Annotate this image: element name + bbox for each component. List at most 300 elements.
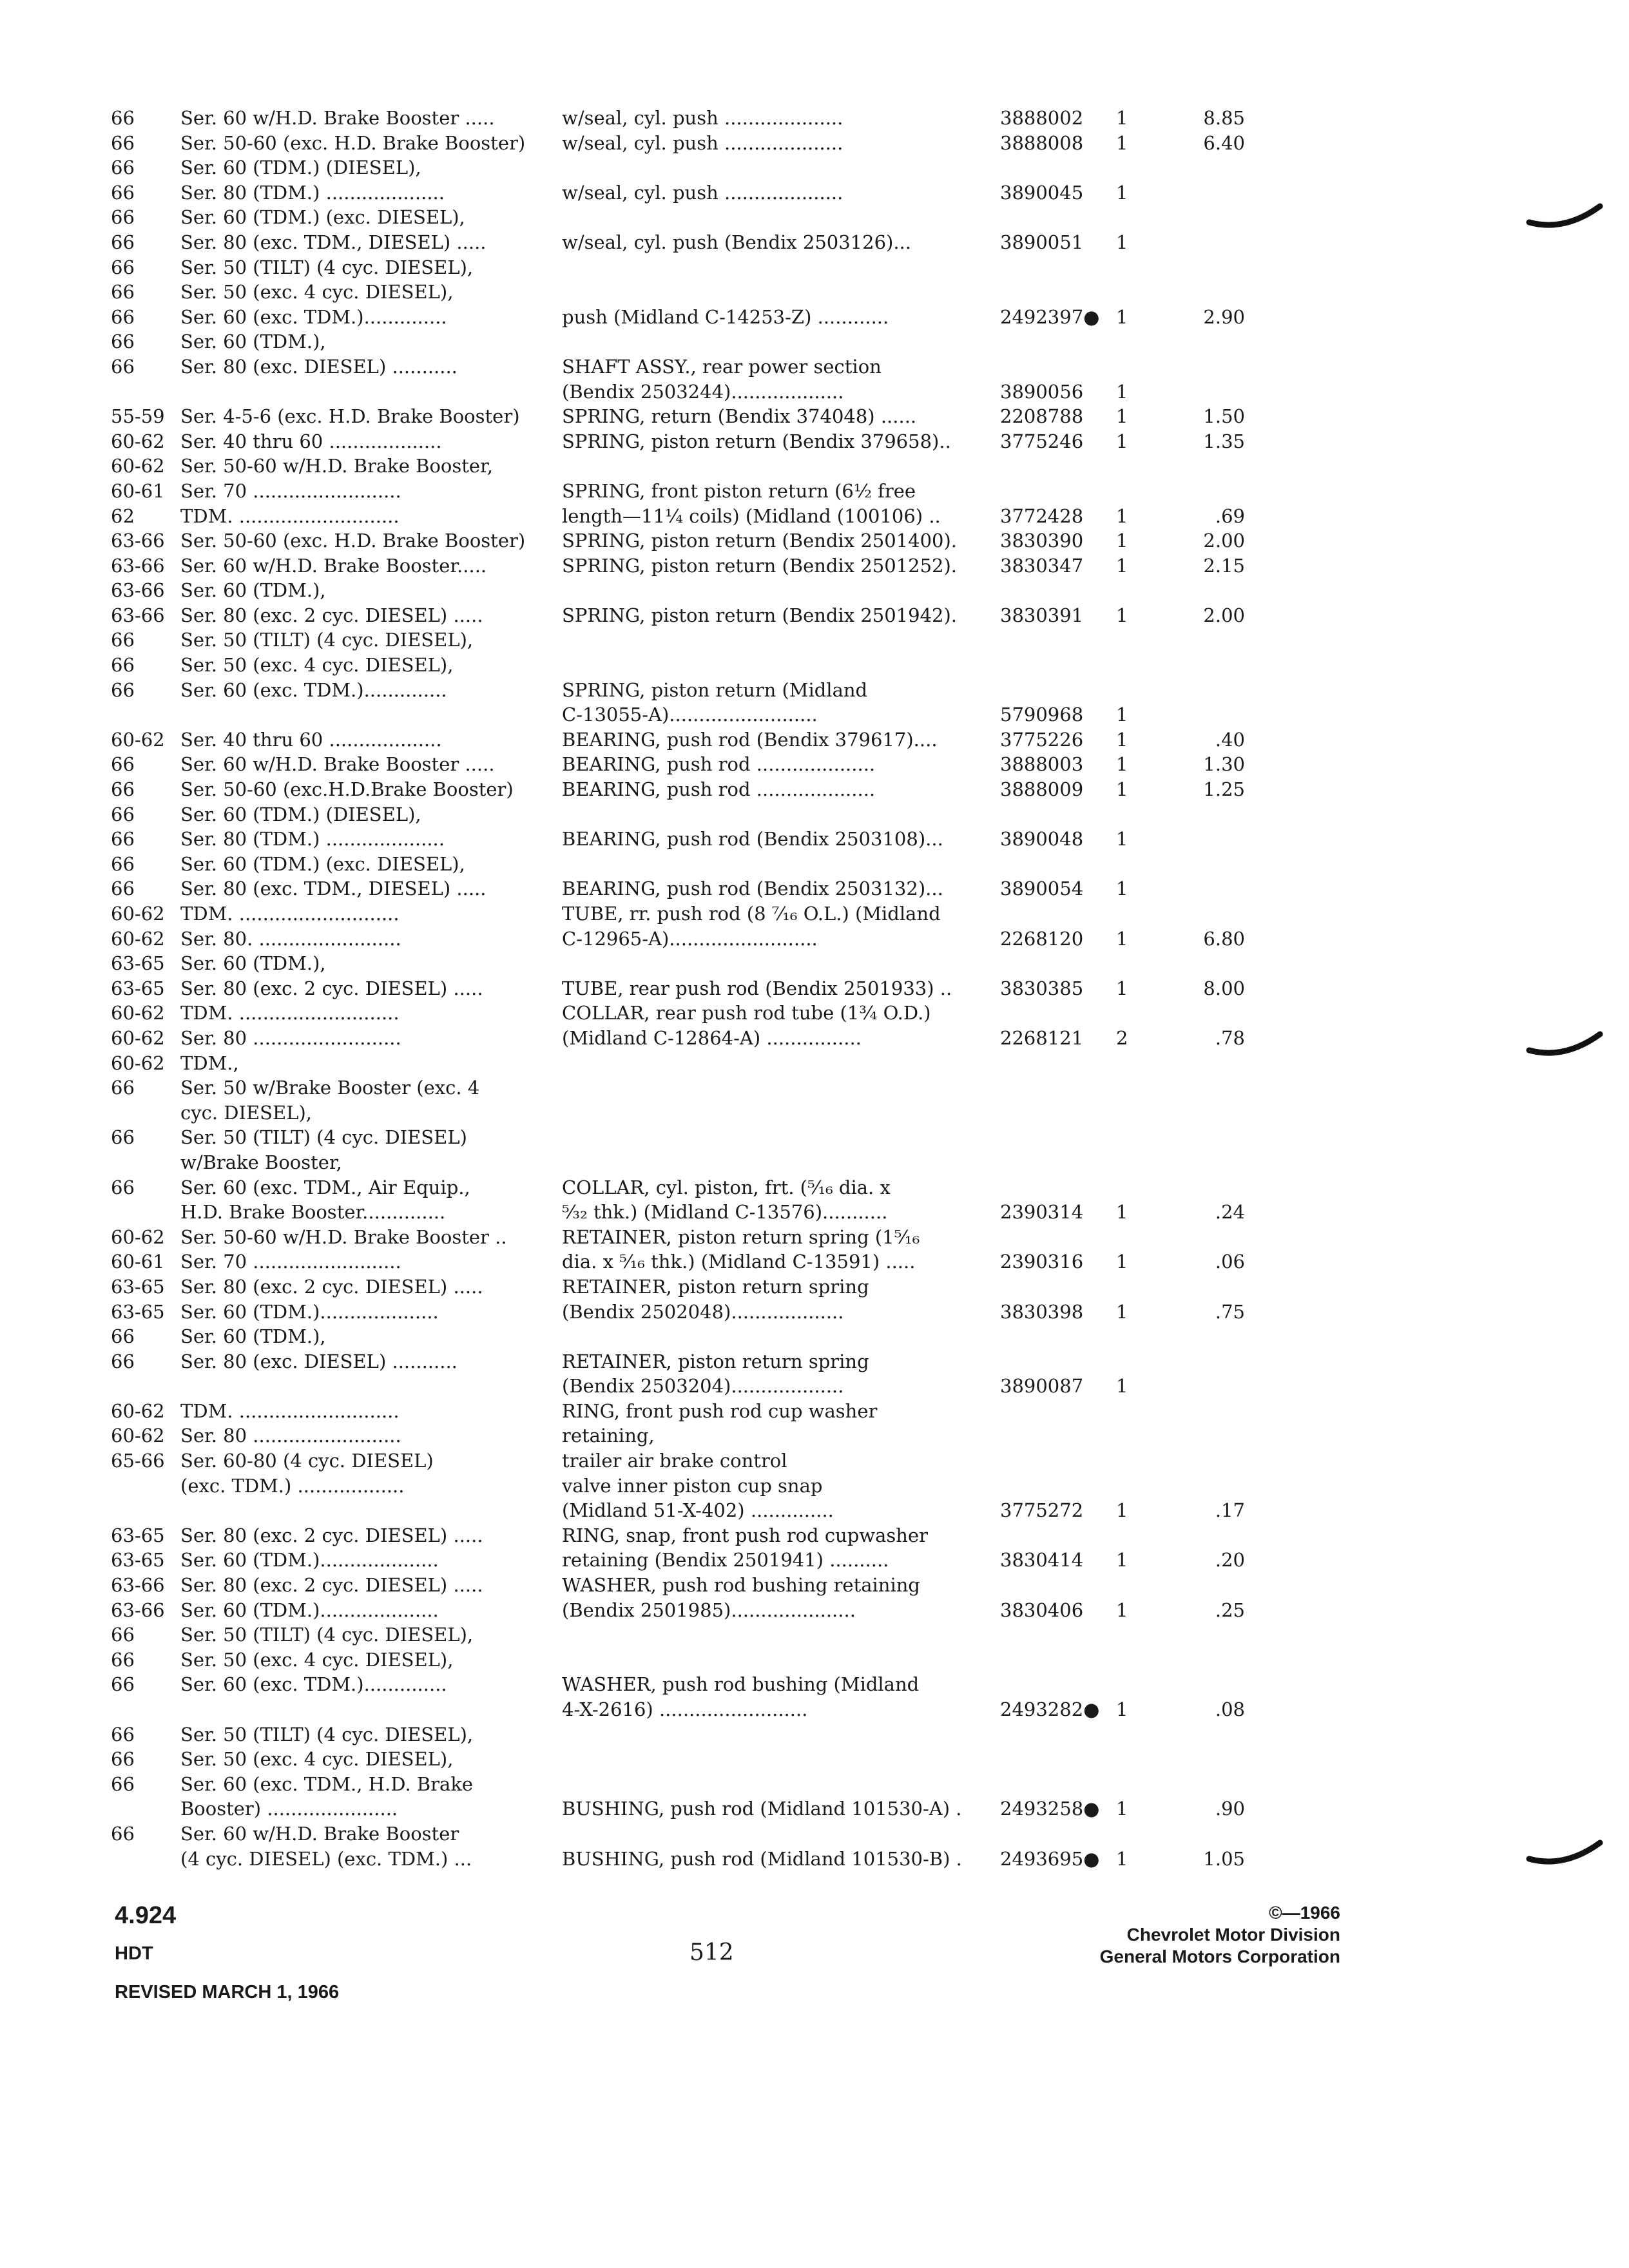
year-cell: 66 bbox=[111, 231, 135, 253]
description-cell: C-13055-A)......................... bbox=[562, 704, 818, 726]
description-cell: w/seal, cyl. push (Bendix 2503126)... bbox=[562, 231, 911, 253]
year-cell: 66 bbox=[111, 654, 135, 677]
parts-row bbox=[111, 205, 1258, 230]
parts-row bbox=[111, 354, 1258, 380]
parts-row bbox=[111, 180, 1258, 206]
model-cell: Ser. 80 (exc. DIESEL) ........... bbox=[180, 1350, 458, 1372]
year-cell: 66 bbox=[111, 1176, 135, 1198]
parts-row bbox=[111, 1374, 1258, 1399]
parts-row bbox=[111, 901, 1258, 927]
part-number-cell: 3890048 bbox=[1000, 828, 1084, 850]
curl-mark-icon bbox=[1526, 1830, 1603, 1869]
quantity-cell: 1 bbox=[1116, 1251, 1128, 1273]
quantity-cell: 1 bbox=[1116, 380, 1128, 403]
model-cell: Ser. 50 (exc. 4 cyc. DIESEL), bbox=[180, 1748, 454, 1771]
parts-row bbox=[111, 678, 1258, 703]
year-cell: 60-62 bbox=[111, 927, 165, 950]
year-cell: 60-62 bbox=[111, 903, 165, 925]
year-cell: 66 bbox=[111, 1748, 135, 1771]
part-number-cell: 3830391 bbox=[1000, 604, 1084, 626]
quantity-cell: 1 bbox=[1116, 878, 1128, 900]
price-cell: 8.00 bbox=[1203, 977, 1245, 999]
year-cell: 63-65 bbox=[111, 952, 165, 975]
model-cell: TDM., bbox=[180, 1052, 239, 1074]
description-cell: RING, front push rod cup washer bbox=[562, 1399, 878, 1422]
copyright-block bbox=[1100, 1902, 1340, 1968]
parts-row bbox=[111, 1523, 1258, 1548]
part-number-cell: 3775272 bbox=[1000, 1499, 1084, 1522]
year-cell: 63-65 bbox=[111, 1300, 165, 1323]
parts-list bbox=[111, 106, 1258, 1871]
page-number: 512 bbox=[689, 1939, 734, 1966]
year-cell: 60-62 bbox=[111, 1225, 165, 1248]
year-cell: 66 bbox=[111, 778, 135, 801]
year-cell: 66 bbox=[111, 281, 135, 303]
price-cell: .20 bbox=[1215, 1549, 1245, 1571]
model-cell: Ser. 50-60 w/H.D. Brake Booster, bbox=[180, 455, 493, 477]
parts-row bbox=[111, 927, 1258, 952]
description-cell: BEARING, push rod .................... bbox=[562, 753, 876, 776]
model-cell: Ser. 80 (exc. 2 cyc. DIESEL) ..... bbox=[180, 604, 483, 626]
parts-row bbox=[111, 802, 1258, 827]
year-cell: 66 bbox=[111, 256, 135, 278]
year-cell: 66 bbox=[111, 331, 135, 353]
model-cell: Ser. 80 (exc. 2 cyc. DIESEL) ..... bbox=[180, 977, 483, 999]
year-cell: 66 bbox=[111, 1822, 135, 1845]
description-cell: RETAINER, piston return spring (1⁵⁄₁₆ bbox=[562, 1225, 920, 1248]
model-cell: Ser. 40 thru 60 ................... bbox=[180, 430, 442, 452]
part-number-cell: 2493282● bbox=[1000, 1698, 1100, 1720]
model-cell: Ser. 50 (TILT) (4 cyc. DIESEL), bbox=[180, 256, 474, 278]
description-cell: BEARING, push rod (Bendix 2503132)... bbox=[562, 878, 943, 900]
quantity-cell: 1 bbox=[1116, 107, 1128, 129]
parts-row bbox=[111, 404, 1258, 429]
model-cell: cyc. DIESEL), bbox=[180, 1101, 313, 1124]
model-cell: Ser. 60 w/H.D. Brake Booster ..... bbox=[180, 753, 495, 776]
description-cell: BUSHING, push rod (Midland 101530-B) . bbox=[562, 1847, 962, 1870]
price-cell: .25 bbox=[1215, 1599, 1245, 1621]
model-cell: Ser. 60 (TDM.) (exc. DIESEL), bbox=[180, 206, 465, 229]
model-cell: Ser. 60 (exc. TDM.).............. bbox=[180, 678, 447, 701]
parts-row bbox=[111, 1125, 1258, 1150]
model-cell: Ser. 50 (exc. 4 cyc. DIESEL), bbox=[180, 1648, 454, 1671]
model-cell: Ser. 60 (exc. TDM.).............. bbox=[180, 1673, 447, 1696]
part-number-cell: 5790968 bbox=[1000, 704, 1084, 726]
quantity-cell: 1 bbox=[1116, 778, 1128, 801]
model-cell: Ser. 80 (exc. 2 cyc. DIESEL) ..... bbox=[180, 1574, 483, 1597]
description-cell: ⁵⁄₃₂ thk.) (Midland C-13576)........... bbox=[562, 1201, 888, 1224]
description-cell: retaining (Bendix 2501941) .......... bbox=[562, 1549, 889, 1571]
description-cell: C-12965-A)......................... bbox=[562, 927, 818, 950]
model-cell: Ser. 60 (exc. TDM.).............. bbox=[180, 305, 447, 328]
description-cell: BEARING, push rod .................... bbox=[562, 778, 876, 801]
model-cell: (4 cyc. DIESEL) (exc. TDM.) ... bbox=[180, 1847, 472, 1870]
parts-row bbox=[111, 1847, 1258, 1872]
quantity-cell: 1 bbox=[1116, 1300, 1128, 1323]
year-cell: 63-65 bbox=[111, 1524, 165, 1546]
parts-row bbox=[111, 305, 1258, 330]
year-cell: 60-62 bbox=[111, 1052, 165, 1074]
revision-date: REVISED MARCH 1, 1966 bbox=[115, 1982, 340, 2003]
parts-row bbox=[111, 1001, 1258, 1026]
description-cell: dia. x ⁵⁄₁₆ thk.) (Midland C-13591) ..... bbox=[562, 1251, 916, 1273]
year-cell: 60-62 bbox=[111, 728, 165, 751]
model-cell: Ser. 60 (TDM.) (DIESEL), bbox=[180, 157, 421, 179]
part-number-cell: 3830347 bbox=[1000, 554, 1084, 577]
part-number-cell: 2390316 bbox=[1000, 1251, 1084, 1273]
part-number-cell: 2390314 bbox=[1000, 1201, 1084, 1224]
section-label: HDT bbox=[115, 1943, 153, 1964]
corporation-name: General Motors Corporation bbox=[1099, 1946, 1340, 1966]
description-cell: trailer air brake control bbox=[562, 1450, 787, 1472]
model-cell: Ser. 50 (TILT) (4 cyc. DIESEL), bbox=[180, 1624, 474, 1646]
description-cell: BEARING, push rod (Bendix 379617).... bbox=[562, 728, 938, 751]
part-number-cell: 3890051 bbox=[1000, 231, 1084, 253]
parts-row bbox=[111, 653, 1258, 678]
model-cell: Ser. 50 (TILT) (4 cyc. DIESEL) bbox=[180, 1126, 467, 1149]
price-cell: 2.00 bbox=[1203, 530, 1245, 552]
description-cell: 4-X-2616) ......................... bbox=[562, 1698, 808, 1720]
description-cell: SPRING, return (Bendix 374048) ...... bbox=[562, 405, 917, 428]
parts-row bbox=[111, 1598, 1258, 1623]
price-cell: 1.50 bbox=[1203, 405, 1245, 428]
part-number-cell: 3830398 bbox=[1000, 1300, 1084, 1323]
description-cell: TUBE, rear push rod (Bendix 2501933) .. bbox=[562, 977, 952, 999]
year-cell: 66 bbox=[111, 181, 135, 204]
model-cell: Ser. 60 (TDM.), bbox=[180, 952, 326, 975]
year-cell: 66 bbox=[111, 1350, 135, 1372]
model-cell: Ser. 60 w/H.D. Brake Booster..... bbox=[180, 554, 487, 577]
part-number-cell: 3772428 bbox=[1000, 505, 1084, 527]
model-cell: Ser. 50 (exc. 4 cyc. DIESEL), bbox=[180, 654, 454, 677]
model-cell: Ser. 60 (TDM.), bbox=[180, 1325, 326, 1348]
parts-row bbox=[111, 1026, 1258, 1051]
model-cell: TDM. ........................... bbox=[180, 1399, 400, 1422]
quantity-cell: 1 bbox=[1116, 131, 1128, 154]
year-cell: 66 bbox=[111, 753, 135, 776]
parts-row bbox=[111, 951, 1258, 976]
year-cell: 63-66 bbox=[111, 604, 165, 626]
description-cell: SPRING, piston return (Midland bbox=[562, 678, 868, 701]
year-cell: 60-62 bbox=[111, 1425, 165, 1447]
year-cell: 63-65 bbox=[111, 1549, 165, 1571]
parts-row bbox=[111, 752, 1258, 777]
part-number-cell: 2268121 bbox=[1000, 1026, 1084, 1049]
part-number-cell: 3830390 bbox=[1000, 530, 1084, 552]
parts-row bbox=[111, 1300, 1258, 1325]
model-cell: Ser. 70 ......................... bbox=[180, 1251, 401, 1273]
parts-row bbox=[111, 106, 1258, 131]
quantity-cell: 2 bbox=[1116, 1026, 1128, 1049]
quantity-cell: 1 bbox=[1116, 1201, 1128, 1224]
year-cell: 60-62 bbox=[111, 1002, 165, 1024]
year-cell: 66 bbox=[111, 1077, 135, 1099]
parts-row bbox=[111, 702, 1258, 727]
model-cell: Booster) ...................... bbox=[180, 1798, 398, 1820]
parts-row bbox=[111, 479, 1258, 504]
model-cell: w/Brake Booster, bbox=[180, 1151, 342, 1173]
year-cell: 60-62 bbox=[111, 455, 165, 477]
page-edge-mark-2 bbox=[1526, 1021, 1603, 1060]
year-cell: 60-62 bbox=[111, 430, 165, 452]
model-cell: Ser. 50-60 w/H.D. Brake Booster .. bbox=[180, 1225, 507, 1248]
price-cell: .75 bbox=[1215, 1300, 1245, 1323]
quantity-cell: 1 bbox=[1116, 1798, 1128, 1820]
year-cell: 63-66 bbox=[111, 579, 165, 602]
year-cell: 66 bbox=[111, 131, 135, 154]
parts-row bbox=[111, 1448, 1258, 1474]
model-cell: Ser. 60 (TDM.) (exc. DIESEL), bbox=[180, 852, 465, 875]
section-code: 4.924 bbox=[115, 1902, 177, 1929]
parts-row bbox=[111, 280, 1258, 305]
parts-row bbox=[111, 1796, 1258, 1821]
model-cell: Ser. 50-60 (exc. H.D. Brake Booster) bbox=[180, 530, 526, 552]
description-cell: length—11¼ coils) (Midland (100106) .. bbox=[562, 505, 941, 527]
page-edge-mark-3 bbox=[1526, 1830, 1603, 1869]
model-cell: Ser. 80 (exc. 2 cyc. DIESEL) ..... bbox=[180, 1524, 483, 1546]
description-cell: (Bendix 2503244)................... bbox=[562, 380, 844, 403]
part-number-cell: 3830406 bbox=[1000, 1599, 1084, 1621]
parts-row bbox=[111, 1349, 1258, 1374]
price-cell: .24 bbox=[1215, 1201, 1245, 1224]
quantity-cell: 1 bbox=[1116, 530, 1128, 552]
model-cell: Ser. 80 ......................... bbox=[180, 1026, 401, 1049]
year-cell: 55-59 bbox=[111, 405, 165, 428]
model-cell: Ser. 80 (exc. TDM., DIESEL) ..... bbox=[180, 231, 487, 253]
copyright-year: ©—1966 bbox=[1269, 1903, 1340, 1923]
model-cell: Ser. 80 (TDM.) .................... bbox=[180, 181, 445, 204]
curl-mark-icon bbox=[1526, 1021, 1603, 1060]
model-cell: Ser. 80. ........................ bbox=[180, 927, 401, 950]
quantity-cell: 1 bbox=[1116, 753, 1128, 776]
parts-row bbox=[111, 1200, 1258, 1225]
model-cell: Ser. 50 w/Brake Booster (exc. 4 bbox=[180, 1077, 480, 1099]
model-cell: Ser. 80 (exc. TDM., DIESEL) ..... bbox=[180, 878, 487, 900]
parts-row bbox=[111, 1075, 1258, 1100]
part-number-cell: 3830385 bbox=[1000, 977, 1084, 999]
description-cell: w/seal, cyl. push .................... bbox=[562, 181, 843, 204]
year-cell: 66 bbox=[111, 1325, 135, 1348]
quantity-cell: 1 bbox=[1116, 604, 1128, 626]
quantity-cell: 1 bbox=[1116, 554, 1128, 577]
description-cell: BUSHING, push rod (Midland 101530-A) . bbox=[562, 1798, 962, 1820]
year-cell: 66 bbox=[111, 878, 135, 900]
price-cell: .90 bbox=[1215, 1798, 1245, 1820]
parts-row bbox=[111, 1622, 1258, 1648]
model-cell: Ser. 60 w/H.D. Brake Booster bbox=[180, 1822, 459, 1845]
parts-row bbox=[111, 1175, 1258, 1200]
description-cell: w/seal, cyl. push .................... bbox=[562, 131, 843, 154]
year-cell: 60-62 bbox=[111, 1399, 165, 1422]
part-number-cell: 3890054 bbox=[1000, 878, 1084, 900]
description-cell: (Bendix 2501985)..................... bbox=[562, 1599, 856, 1621]
parts-row bbox=[111, 504, 1258, 529]
description-cell: RING, snap, front push rod cupwasher bbox=[562, 1524, 928, 1546]
model-cell: Ser. 80 ......................... bbox=[180, 1425, 401, 1447]
parts-row bbox=[111, 727, 1258, 753]
price-cell: .08 bbox=[1215, 1698, 1245, 1720]
year-cell: 66 bbox=[111, 828, 135, 850]
year-cell: 66 bbox=[111, 1624, 135, 1646]
model-cell: Ser. 60-80 (4 cyc. DIESEL) bbox=[180, 1450, 434, 1472]
quantity-cell: 1 bbox=[1116, 1499, 1128, 1522]
model-cell: Ser. 40 thru 60 ................... bbox=[180, 728, 442, 751]
model-cell: Ser. 80 (exc. DIESEL) ........... bbox=[180, 355, 458, 378]
price-cell: 6.80 bbox=[1203, 927, 1245, 950]
year-cell: 63-65 bbox=[111, 977, 165, 999]
quantity-cell: 1 bbox=[1116, 704, 1128, 726]
parts-row bbox=[111, 1423, 1258, 1448]
year-cell: 66 bbox=[111, 1723, 135, 1745]
part-number-cell: 3888002 bbox=[1000, 107, 1084, 129]
parts-row bbox=[111, 1498, 1258, 1523]
year-cell: 63-66 bbox=[111, 1574, 165, 1597]
year-cell: 66 bbox=[111, 1126, 135, 1149]
model-cell: Ser. 4-5-6 (exc. H.D. Brake Booster) bbox=[180, 405, 520, 428]
parts-row bbox=[111, 1772, 1258, 1797]
parts-row bbox=[111, 1100, 1258, 1126]
quantity-cell: 1 bbox=[1116, 828, 1128, 850]
description-cell: w/seal, cyl. push .................... bbox=[562, 107, 843, 129]
curl-mark-icon bbox=[1526, 193, 1603, 232]
model-cell: Ser. 60 (exc. TDM., Air Equip., bbox=[180, 1176, 470, 1198]
price-cell: 2.90 bbox=[1203, 305, 1245, 328]
description-cell: retaining, bbox=[562, 1425, 655, 1447]
part-number-cell: 3890045 bbox=[1000, 181, 1084, 204]
part-number-cell: 2493695● bbox=[1000, 1847, 1100, 1870]
model-cell: Ser. 50 (exc. 4 cyc. DIESEL), bbox=[180, 281, 454, 303]
model-cell: Ser. 50-60 (exc. H.D. Brake Booster) bbox=[180, 131, 526, 154]
model-cell: Ser. 80 (TDM.) .................... bbox=[180, 828, 445, 850]
parts-row bbox=[111, 1474, 1258, 1499]
quantity-cell: 1 bbox=[1116, 430, 1128, 452]
parts-row bbox=[111, 1648, 1258, 1673]
description-cell: SHAFT ASSY., rear power section bbox=[562, 355, 882, 378]
year-cell: 66 bbox=[111, 852, 135, 875]
model-cell: Ser. 60 (TDM.), bbox=[180, 579, 326, 602]
year-cell: 63-66 bbox=[111, 554, 165, 577]
model-cell: Ser. 60 (TDM.).................... bbox=[180, 1300, 439, 1323]
parts-row bbox=[111, 255, 1258, 280]
parts-row bbox=[111, 155, 1258, 180]
parts-row bbox=[111, 777, 1258, 802]
parts-row bbox=[111, 1225, 1258, 1250]
description-cell: COLLAR, cyl. piston, frt. (⁵⁄₁₆ dia. x bbox=[562, 1176, 891, 1198]
quantity-cell: 1 bbox=[1116, 1698, 1128, 1720]
quantity-cell: 1 bbox=[1116, 927, 1128, 950]
model-cell: TDM. ........................... bbox=[180, 505, 400, 527]
parts-row bbox=[111, 528, 1258, 553]
year-cell: 66 bbox=[111, 629, 135, 651]
price-cell: .69 bbox=[1215, 505, 1245, 527]
description-cell: SPRING, piston return (Bendix 2501252). bbox=[562, 554, 958, 577]
price-cell: 1.35 bbox=[1203, 430, 1245, 452]
description-cell: WASHER, push rod bushing (Midland bbox=[562, 1673, 920, 1696]
model-cell: Ser. 50 (TILT) (4 cyc. DIESEL), bbox=[180, 1723, 474, 1745]
description-cell: (Midland C-12864-A) ................ bbox=[562, 1026, 862, 1049]
parts-row bbox=[111, 976, 1258, 1001]
description-cell: SPRING, piston return (Bendix 2501942). bbox=[562, 604, 958, 626]
year-cell: 66 bbox=[111, 157, 135, 179]
description-cell: SPRING, piston return (Bendix 379658).. bbox=[562, 430, 951, 452]
part-number-cell: 3775226 bbox=[1000, 728, 1084, 751]
parts-row bbox=[111, 1399, 1258, 1424]
price-cell: 8.85 bbox=[1203, 107, 1245, 129]
year-cell: 65-66 bbox=[111, 1450, 165, 1472]
parts-row bbox=[111, 1697, 1258, 1722]
quantity-cell: 1 bbox=[1116, 1599, 1128, 1621]
model-cell: Ser. 60 (TDM.) (DIESEL), bbox=[180, 803, 421, 825]
price-cell: 2.15 bbox=[1203, 554, 1245, 577]
part-number-cell: 2493258● bbox=[1000, 1798, 1100, 1820]
year-cell: 66 bbox=[111, 678, 135, 701]
model-cell: Ser. 50 (TILT) (4 cyc. DIESEL), bbox=[180, 629, 474, 651]
parts-row bbox=[111, 380, 1258, 405]
parts-row bbox=[111, 852, 1258, 877]
description-cell: (Bendix 2502048)................... bbox=[562, 1300, 844, 1323]
year-cell: 66 bbox=[111, 1773, 135, 1795]
part-number-cell: 3888009 bbox=[1000, 778, 1084, 801]
division-name: Chevrolet Motor Division bbox=[1126, 1925, 1340, 1945]
quantity-cell: 1 bbox=[1116, 1847, 1128, 1870]
parts-row bbox=[111, 553, 1258, 579]
year-cell: 62 bbox=[111, 505, 135, 527]
price-cell: .78 bbox=[1215, 1026, 1245, 1049]
parts-row bbox=[111, 628, 1258, 653]
year-cell: 63-66 bbox=[111, 1599, 165, 1621]
parts-row bbox=[111, 1274, 1258, 1300]
year-cell: 60-62 bbox=[111, 1026, 165, 1049]
model-cell: H.D. Brake Booster.............. bbox=[180, 1201, 446, 1224]
model-cell: Ser. 70 ......................... bbox=[180, 479, 401, 502]
parts-row bbox=[111, 230, 1258, 255]
price-cell: 1.05 bbox=[1203, 1847, 1245, 1870]
part-number-cell: 3890087 bbox=[1000, 1375, 1084, 1398]
parts-row bbox=[111, 827, 1258, 852]
price-cell: 1.30 bbox=[1203, 753, 1245, 776]
parts-row bbox=[111, 1573, 1258, 1598]
description-cell: SPRING, piston return (Bendix 2501400). bbox=[562, 530, 958, 552]
parts-row bbox=[111, 1672, 1258, 1697]
model-cell: Ser. 60 (exc. TDM., H.D. Brake bbox=[180, 1773, 474, 1795]
quantity-cell: 1 bbox=[1116, 1375, 1128, 1398]
part-number-cell: 3775246 bbox=[1000, 430, 1084, 452]
part-number-cell: 2268120 bbox=[1000, 927, 1084, 950]
model-cell: TDM. ........................... bbox=[180, 903, 400, 925]
year-cell: 66 bbox=[111, 355, 135, 378]
parts-row bbox=[111, 329, 1258, 354]
part-number-cell: 2492397● bbox=[1000, 305, 1100, 328]
description-cell: WASHER, push rod bushing retaining bbox=[562, 1574, 920, 1597]
quantity-cell: 1 bbox=[1116, 405, 1128, 428]
part-number-cell: 3890056 bbox=[1000, 380, 1084, 403]
parts-row bbox=[111, 578, 1258, 603]
year-cell: 66 bbox=[111, 803, 135, 825]
model-cell: TDM. ........................... bbox=[180, 1002, 400, 1024]
model-cell: Ser. 60 w/H.D. Brake Booster ..... bbox=[180, 107, 495, 129]
parts-row bbox=[111, 603, 1258, 628]
year-cell: 63-65 bbox=[111, 1275, 165, 1298]
year-cell: 66 bbox=[111, 1648, 135, 1671]
description-cell: (Bendix 2503204)................... bbox=[562, 1375, 844, 1398]
description-cell: COLLAR, rear push rod tube (1¾ O.D.) bbox=[562, 1002, 931, 1024]
parts-row bbox=[111, 1051, 1258, 1076]
quantity-cell: 1 bbox=[1116, 231, 1128, 253]
year-cell: 66 bbox=[111, 305, 135, 328]
parts-row bbox=[111, 454, 1258, 479]
model-cell: Ser. 60 (TDM.).................... bbox=[180, 1599, 439, 1621]
quantity-cell: 1 bbox=[1116, 977, 1128, 999]
